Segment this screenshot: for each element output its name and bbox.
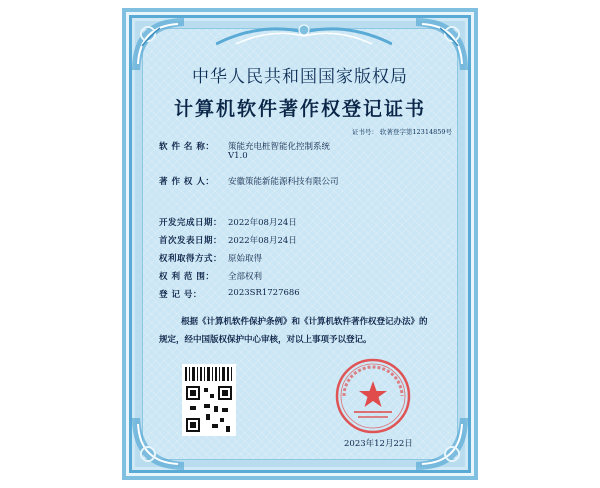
registration-number-value: 2023SR1727686 bbox=[228, 288, 300, 298]
copyright-holder-value: 安徽策能新能源科技有限公司 bbox=[228, 177, 339, 187]
corner-ornament-icon bbox=[130, 416, 186, 472]
acquisition-method-value: 原始取得 bbox=[228, 254, 263, 264]
registration-number-label: 登 记 号： bbox=[159, 290, 202, 300]
copyright-holder-label: 著 作 权 人： bbox=[159, 177, 215, 187]
completion-date-value: 2022年08月24日 bbox=[228, 218, 297, 228]
official-seal-icon bbox=[334, 357, 412, 435]
completion-date-label: 开发完成日期： bbox=[159, 218, 223, 228]
certificate-number: 证书号： 软著登字第12314859号 bbox=[351, 128, 452, 136]
rights-scope-value: 全部权利 bbox=[228, 272, 263, 282]
software-name-label: 软 件 名 称： bbox=[159, 142, 215, 152]
certificate bbox=[122, 8, 478, 480]
first-publish-date-value: 2022年08月24日 bbox=[228, 236, 297, 246]
first-publish-date-label: 首次发表日期： bbox=[159, 236, 223, 246]
legal-basis-text-line1: 根据《计算机软件保护条例》和《计算机软件著作权登记办法》的 bbox=[181, 317, 428, 327]
software-name-value: 策能充电桩智能化控制系统 bbox=[228, 142, 331, 152]
issuer-heading: 中华人民共和国国家版权局 bbox=[192, 67, 408, 87]
rights-scope-label: 权 利 范 围： bbox=[159, 272, 215, 282]
top-crest-ornament-icon bbox=[216, 22, 392, 46]
corner-ornament-icon bbox=[414, 416, 470, 472]
qr-code-icon bbox=[182, 364, 236, 436]
issue-date: 2023年12月22日 bbox=[344, 439, 413, 449]
software-version-value: V1.0 bbox=[228, 151, 248, 161]
legal-basis-text-line2: 规定，经中国版权保护中心审核，对以上事项予以登记。 bbox=[159, 335, 372, 345]
acquisition-method-label: 权利取得方式： bbox=[159, 254, 223, 264]
certificate-title: 计算机软件著作权登记证书 bbox=[173, 98, 426, 120]
